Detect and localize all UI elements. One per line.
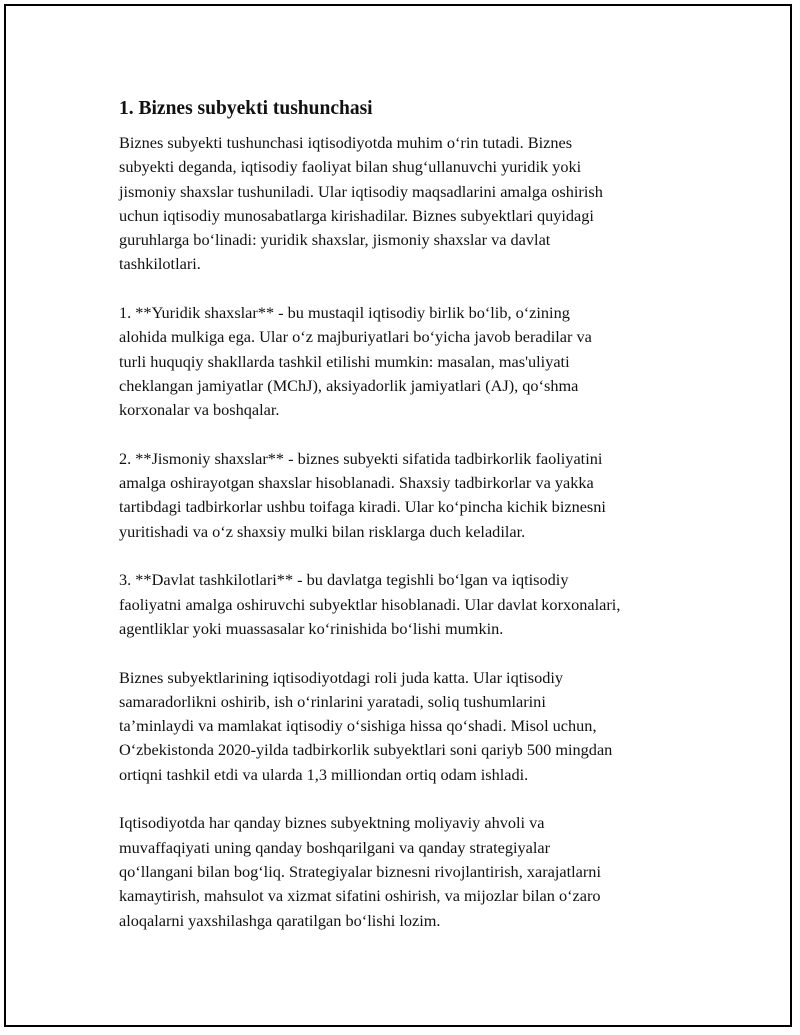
text-line: guruhlarga bo‘linadi: yuridik shaxslar, jismoniy shaxslar va davlat: [119, 230, 551, 250]
text-line: amalga oshirayotgan shaxslar hisoblanadi. Shaxsiy tadbirkorlar va yakka: [119, 473, 594, 493]
text-line: 3. **Davlat tashkilotlari** - bu davlatga tegishli bo‘lgan va iqtisodiy: [119, 570, 569, 590]
text-line: korxonalar va boshqalar.: [119, 400, 280, 420]
text-line: Iqtisodiyotda har qanday biznes subyektning moliyaviy ahvoli va: [119, 813, 545, 833]
text-line: kamaytirish, mahsulot va xizmat sifatini oshirish, va mijozlar bilan o‘zaro: [119, 886, 601, 906]
text-line: O‘zbekistonda 2020-yilda tadbirkorlik subyektlari soni qariyb 500 mingdan: [119, 740, 613, 760]
text-line: muvaffaqiyati uning qanday boshqarilgani va qanday strategiyalar: [119, 837, 551, 857]
text-line: cheklangan jamiyatlar (MChJ), aksiyadorlik jamiyatlari (AJ), qo‘shma: [119, 375, 579, 395]
section-heading: 1. Biznes subyekti tushunchasi: [119, 98, 373, 119]
text-line: ortiqni tashkil etdi va ularda 1,3 milliondan ortiq odam ishladi.: [119, 764, 529, 784]
text-line: 2. **Jismoniy shaxslar** - biznes subyekti sifatida tadbirkorlik faoliyatini: [119, 448, 603, 468]
paragraph-strategy: [119, 811, 709, 932]
paragraph-individuals: [119, 447, 709, 544]
text-line: alohida mulkiga ega. Ular o‘z majburiyatlari bo‘yicha javob beradilar va: [119, 327, 592, 347]
text-line: 1. **Yuridik shaxslar** - bu mustaqil iqtisodiy birlik bo‘lib, o‘zining: [119, 303, 570, 323]
text-line: faoliyatni amalga oshiruvchi subyektlar hisoblanadi. Ular davlat korxonalari,: [119, 594, 621, 614]
text-line: subyekti deganda, iqtisodiy faoliyat bilan shug‘ullanuvchi yuridik yoki: [119, 157, 582, 177]
document-body: [119, 96, 709, 957]
text-line: samaradorlikni oshirib, ish o‘rinlarini yaratadi, soliq tushumlarini: [119, 691, 546, 711]
document-page: [4, 4, 792, 1027]
text-line: tartibdagi tadbirkorlar ushbu toifaga kiradi. Ular ko‘pincha kichik biznesni: [119, 497, 606, 517]
text-line: Biznes subyektlarining iqtisodiyotdagi roli juda katta. Ular iqtisodiy: [119, 667, 564, 687]
text-line: Biznes subyekti tushunchasi iqtisodiyotda muhim o‘rin tutadi. Biznes: [119, 133, 573, 152]
paragraph-state-organizations: [119, 568, 709, 641]
text-line: qo‘llangani bilan bog‘liq. Strategiyalar biznesni rivojlantirish, xarajatlarni: [119, 861, 601, 881]
text-line: turli huquqiy shakllarda tashkil etilishi mumkin: masalan, mas'uliyati: [119, 351, 570, 371]
paragraph-legal-entities: [119, 301, 709, 422]
text-line: yuritishadi va o‘z shaxsiy mulki bilan risklarga duch keladilar.: [119, 521, 526, 541]
text-line: jismoniy shaxslar tushuniladi. Ular iqtisodiy maqsadlarini amalga oshirish: [119, 181, 603, 201]
text-line: tashkilotlari.: [119, 254, 201, 274]
text-line: ta’minlaydi va mamlakat iqtisodiy o‘sishiga hissa qo‘shadi. Misol uchun,: [119, 716, 597, 736]
text-line: aloqalarni yaxshilashga qaratilgan bo‘lishi lozim.: [119, 910, 441, 930]
paragraph-economic-role: [119, 666, 709, 787]
paragraph-intro: [119, 131, 709, 277]
text-line: agentliklar yoki muassasalar ko‘rinishida bo‘lishi mumkin.: [119, 618, 504, 638]
text-line: uchun iqtisodiy munosabatlarga kirishadilar. Biznes subyektlari quyidagi: [119, 205, 594, 225]
